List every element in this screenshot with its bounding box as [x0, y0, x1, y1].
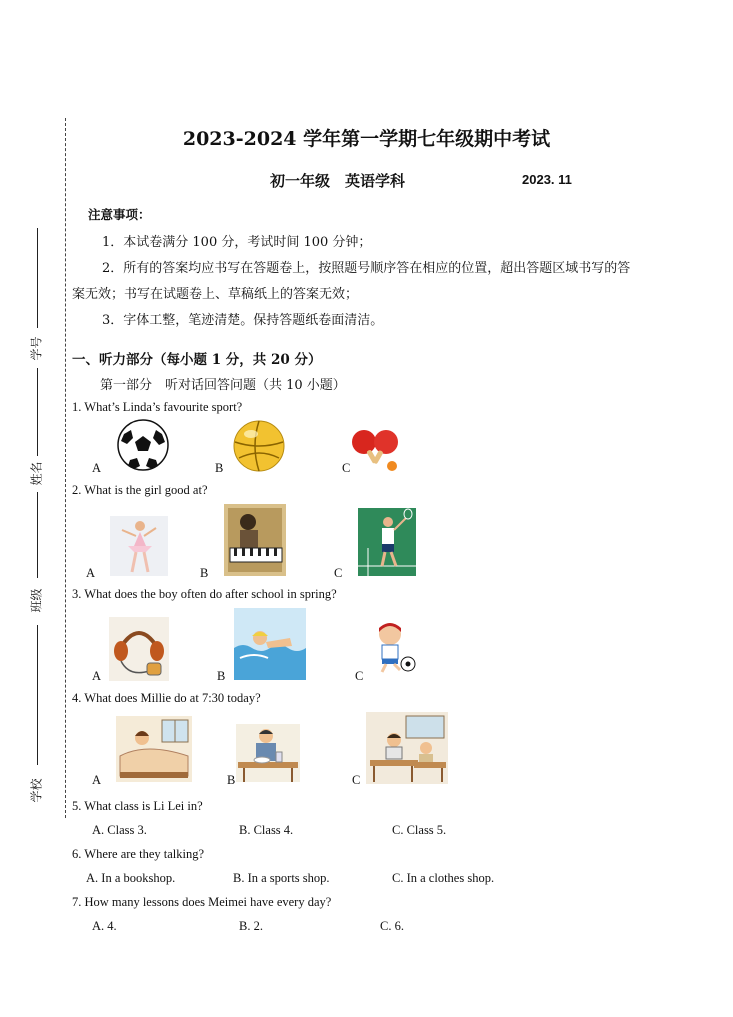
q1-option-b: B: [215, 461, 224, 475]
name-blank-line: [37, 368, 38, 456]
exam-date: 2023. 11: [522, 172, 572, 187]
question-5: 5. What class is Li Lei in?: [72, 799, 203, 813]
question-1: 1. What’s Linda’s favourite sport?: [72, 400, 243, 414]
volleyball-icon: [233, 420, 285, 472]
ping-pong-icon: [350, 428, 400, 474]
q7-choice-c: C. 6.: [380, 919, 404, 933]
ballet-dancer-icon: [110, 516, 168, 576]
q3-option-a: A: [92, 669, 102, 683]
q2-option-c: C: [334, 566, 343, 580]
boy-eating-breakfast-icon: [236, 724, 300, 782]
class-blank-line: [37, 492, 38, 578]
q2-option-a: A: [86, 566, 96, 580]
side-label-school: 学校: [29, 778, 44, 803]
notice-item-2-cont: 案无效；书写在试题卷上、草稿纸上的答案无效；: [72, 287, 359, 302]
q3-option-b: B: [217, 669, 226, 683]
side-label-name: 姓名: [29, 461, 44, 486]
badminton-player-icon: [358, 508, 416, 576]
q5-choice-b: B. Class 4.: [239, 823, 294, 837]
question-3: 3. What does the boy often do after school in spring?: [72, 587, 337, 601]
side-label-student-id: 学号: [29, 336, 44, 361]
q6-choice-a: A. In a bookshop.: [86, 871, 176, 885]
q6-choice-b: B. In a sports shop.: [233, 871, 330, 885]
q4-option-c: C: [352, 773, 361, 787]
boy-football-icon: [370, 620, 416, 674]
q7-choice-a: A. 4.: [92, 919, 117, 933]
notice-heading: 注意事项：: [88, 207, 151, 222]
headphones-icon: [109, 617, 169, 681]
q2-option-b: B: [200, 566, 209, 580]
q7-choice-b: B. 2.: [239, 919, 263, 933]
notice-item-3: 3．字体工整，笔迹清楚。保持答题纸卷面清洁。: [102, 313, 384, 328]
q5-choice-a: A. Class 3.: [92, 823, 147, 837]
q5-choice-c: C. Class 5.: [392, 823, 447, 837]
question-7: 7. How many lessons does Meimei have every day?: [72, 895, 332, 909]
question-6: 6. Where are they talking?: [72, 847, 205, 861]
id-blank-line: [37, 228, 38, 328]
q1-option-c: C: [342, 461, 351, 475]
binding-dashed-line: [65, 118, 66, 818]
part-title: 第一部分 听对话回答问题（共 10 小题）: [100, 378, 346, 393]
question-2: 2. What is the girl good at?: [72, 483, 208, 497]
exam-title: 2023-2024 学年第一学期七年级期中考试: [182, 128, 551, 150]
students-in-class-icon: [366, 712, 448, 784]
school-blank-line: [37, 625, 38, 765]
question-4: 4. What does Millie do at 7:30 today?: [72, 691, 261, 705]
q4-option-a: A: [92, 773, 102, 787]
soccer-ball-icon: [116, 418, 170, 472]
q6-choice-c: C. In a clothes shop.: [392, 871, 495, 885]
q4-option-b: B: [227, 773, 236, 787]
swimmer-icon: [234, 608, 306, 680]
notice-item-1: 1．本试卷满分 100 分，考试时间 100 分钟；: [102, 235, 372, 250]
side-label-class: 班级: [29, 588, 44, 613]
notice-item-2: 2．所有的答案均应书写在答题卷上，按照题号顺序答在相应的位置，超出答题区域书写的答: [102, 261, 631, 276]
girl-waking-up-icon: [116, 716, 192, 782]
q3-option-c: C: [355, 669, 364, 683]
exam-subtitle: 初一年级 英语学科: [270, 172, 406, 190]
section-title: 一、听力部分（每小题 1 分，共 20 分）: [72, 352, 322, 368]
q1-option-a: A: [92, 461, 102, 475]
piano-player-icon: [224, 504, 286, 576]
